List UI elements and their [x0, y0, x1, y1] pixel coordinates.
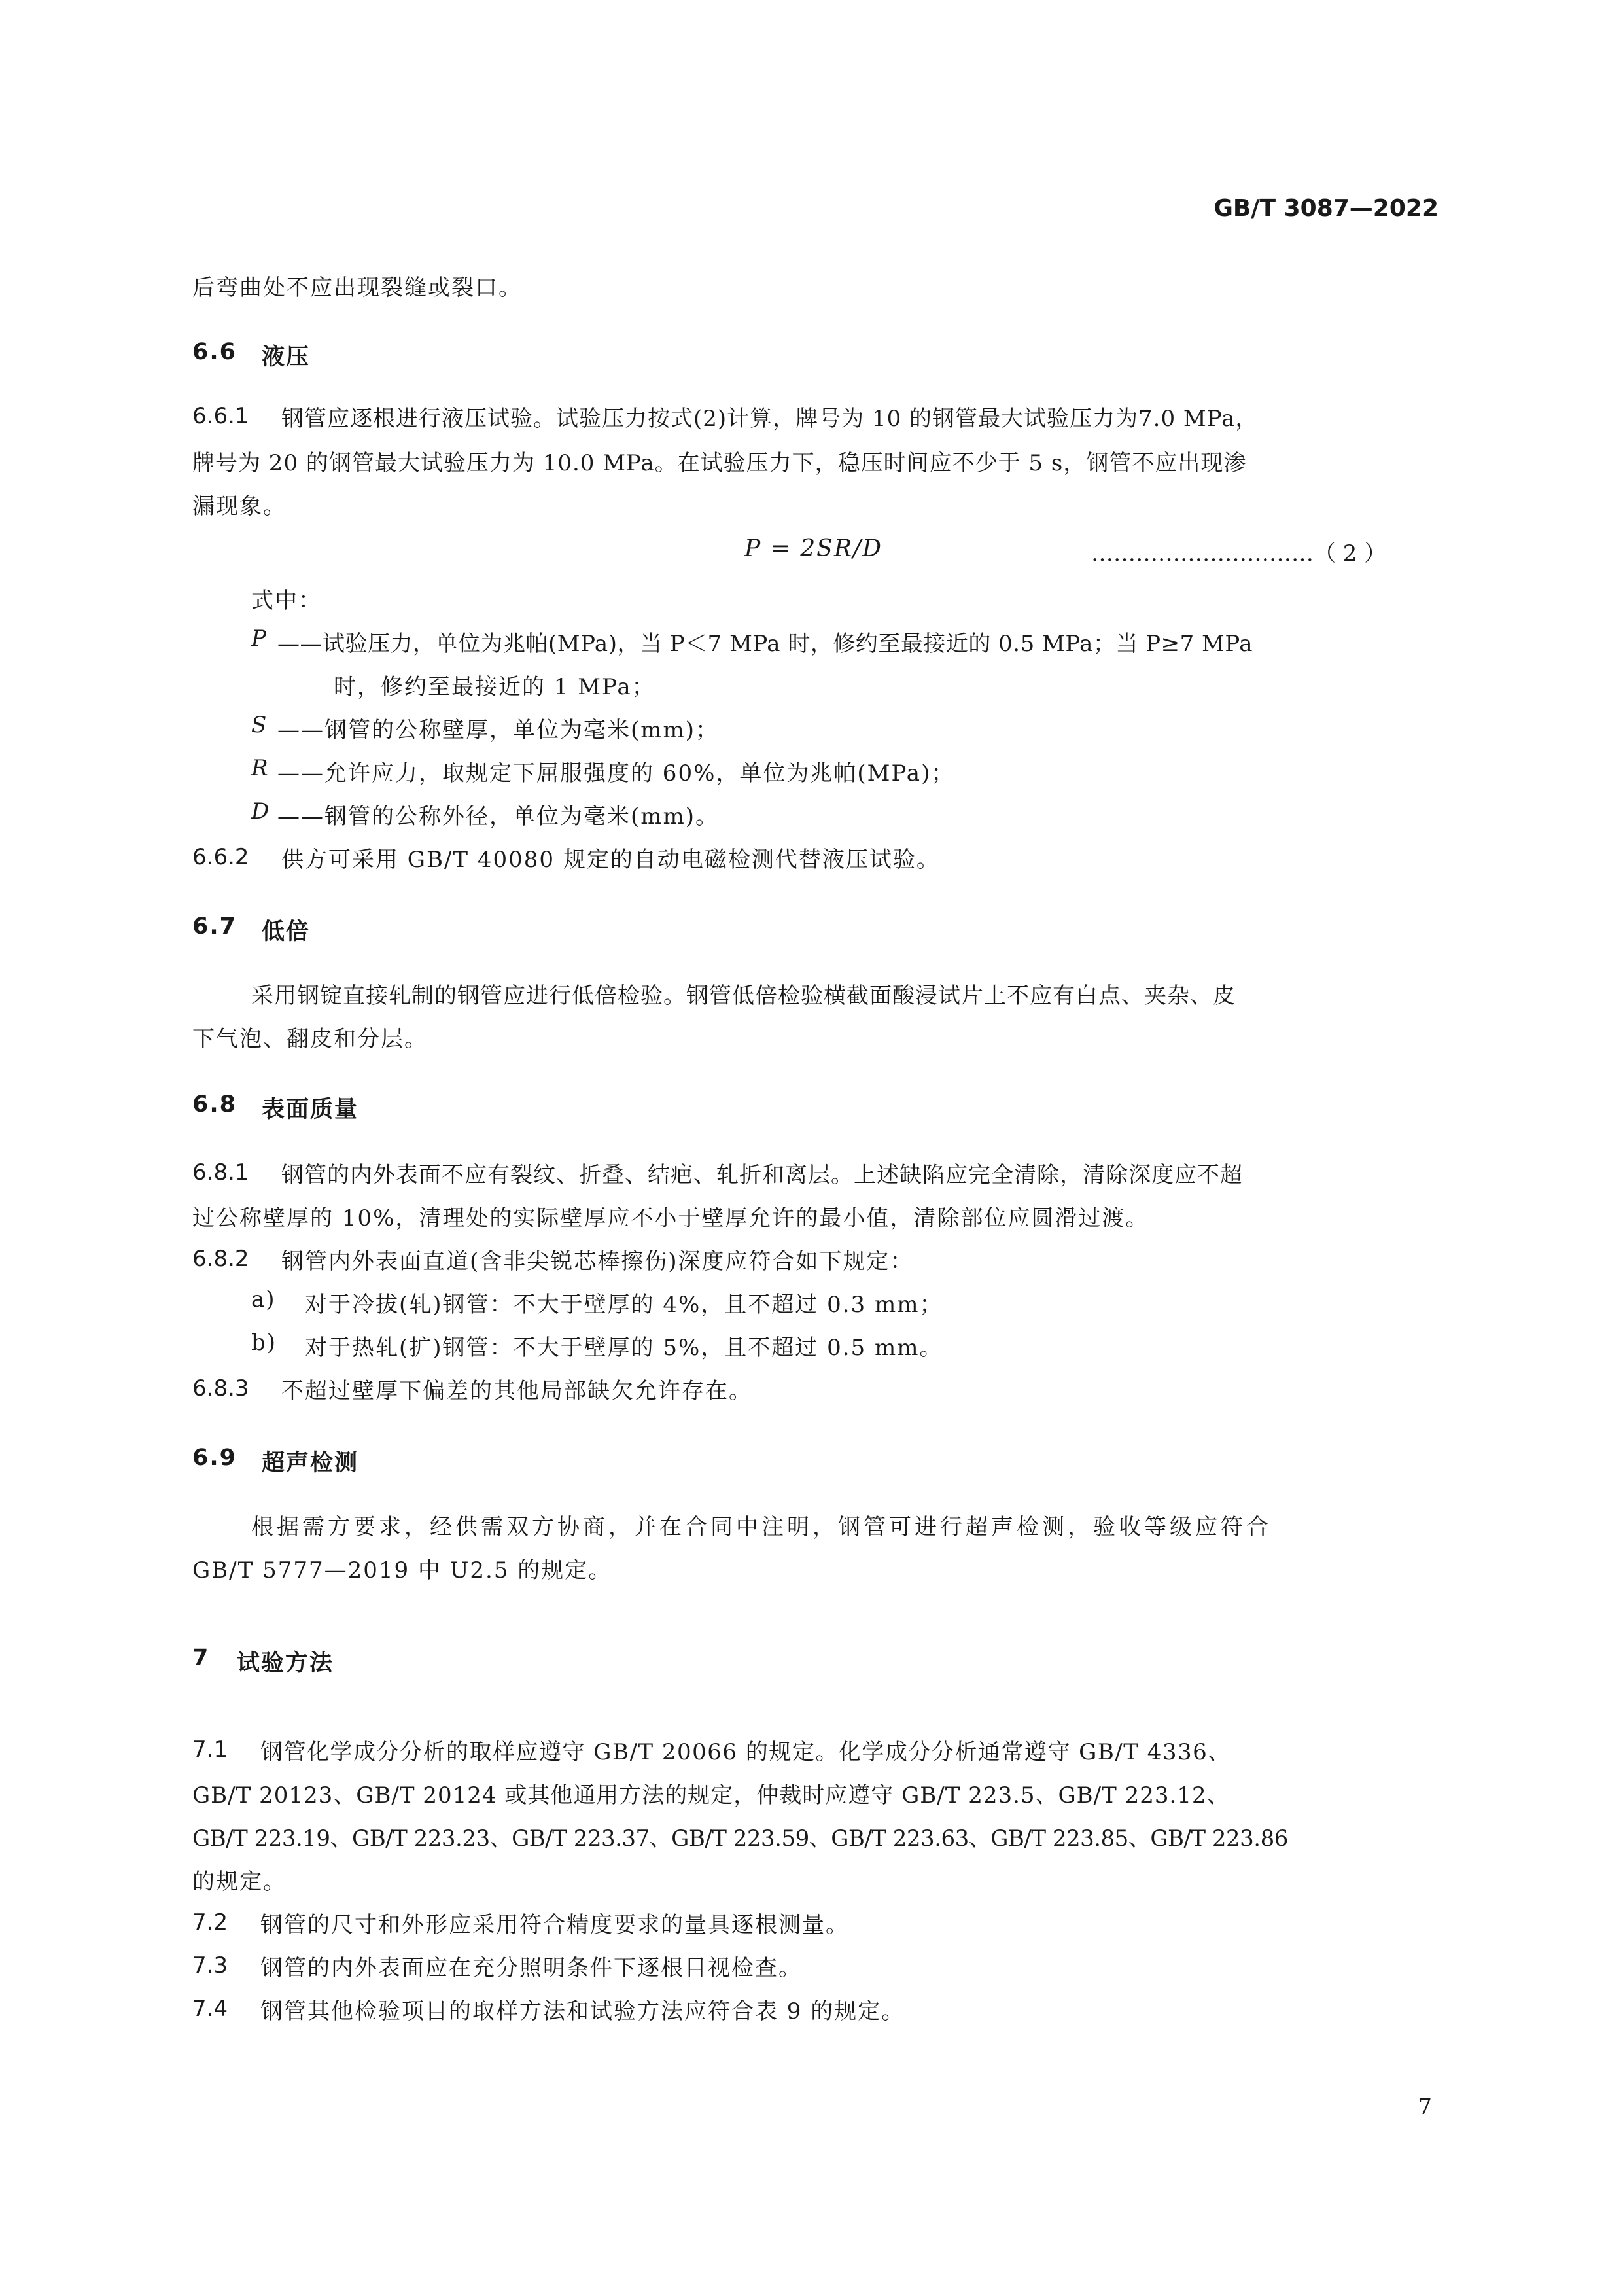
paragraph-line: 过公称壁厚的 10%，清理处的实际壁厚应不小于壁厚允许的最小值，清除部位应圆滑过渡。 [192, 1205, 1149, 1231]
list-marker: a) [251, 1286, 276, 1313]
symbol-d: D [251, 798, 271, 824]
standard-code-header: GB/T 3087—2022 [1213, 195, 1439, 222]
paragraph-line: 根据需方要求，经供需双方协商，并在合同中注明，钢管可进行超声检测，验收等级应符合 [251, 1514, 1272, 1540]
page-number: 7 [1418, 2094, 1433, 2120]
section-number: 6.9 [192, 1445, 237, 1471]
clause-number: 7.2 [192, 1909, 228, 1935]
paragraph-line: 供方可采用 GB/T 40080 规定的自动电磁检测代替液压试验。 [281, 847, 940, 873]
paragraph-line: 钢管的尺寸和外形应采用符合精度要求的量具逐根测量。 [260, 1912, 849, 1938]
section-title: 超声检测 [262, 1450, 359, 1476]
paragraph-line: 钢管的内外表面不应有裂纹、折叠、结疤、轧折和离层。上述缺陷应完全清除，清除深度应不超 [281, 1162, 1243, 1188]
section-number: 6.7 [192, 913, 237, 940]
paragraph-line: 漏现象。 [192, 493, 287, 520]
paragraph-line: 采用钢锭直接轧制的钢管应进行低倍检验。钢管低倍检验横截面酸浸试片上不应有白点、夹杂、皮 [251, 983, 1236, 1009]
paragraph-line: 钢管应逐根进行液压试验。试验压力按式(2)计算，牌号为 10 的钢管最大试验压力为7.0 MPa， [281, 406, 1259, 432]
clause-number: 7.3 [192, 1952, 228, 1979]
clause-number: 6.6.2 [192, 844, 249, 870]
where-label: 式中： [251, 588, 322, 614]
clause-number: 6.8.3 [192, 1375, 249, 1402]
section-title: 表面质量 [262, 1097, 359, 1123]
chapter-title: 试验方法 [237, 1650, 334, 1676]
definition-p: ——试验压力，单位为兆帕(MPa)，当 P＜7 MPa 时，修约至最接近的 0.5 MPa；当 P≥7 MPa [277, 631, 1253, 657]
paragraph-line: GB/T 20123、GB/T 20124 或其他通用方法的规定，仲裁时应遵守 GB/T 223.5、GB/T 223.12、 [192, 1782, 1230, 1809]
definition-d: ——钢管的公称外径，单位为毫米(mm)。 [277, 804, 720, 830]
symbol-r: R [251, 755, 270, 781]
clause-number: 6.8.1 [192, 1159, 249, 1186]
list-item: 对于热轧(扩)钢管：不大于壁厚的 5%，且不超过 0.5 mm。 [305, 1335, 943, 1361]
clause-number: 7.1 [192, 1737, 228, 1763]
paragraph-line: 不超过壁厚下偏差的其他局部缺欠允许存在。 [281, 1378, 752, 1404]
clause-number: 6.6.1 [192, 403, 249, 429]
clause-number: 6.8.2 [192, 1246, 249, 1272]
paragraph-line: GB/T 5777—2019 中 U2.5 的规定。 [192, 1557, 612, 1583]
paragraph-line: 的规定。 [192, 1869, 287, 1895]
paragraph-line: 牌号为 20 的钢管最大试验压力为 10.0 MPa。在试验压力下，稳压时间应不少于 5 s，钢管不应出现渗 [192, 450, 1247, 476]
list-marker: b) [251, 1330, 277, 1356]
definition-r: ——允许应力，取规定下屈服强度的 60%，单位为兆帕(MPa)； [277, 760, 955, 786]
list-item: 对于冷拔(轧)钢管：不大于壁厚的 4%，且不超过 0.3 mm； [305, 1292, 943, 1318]
paragraph-line: 下气泡、翻皮和分层。 [192, 1026, 428, 1052]
formula-number: …………………………（ 2 ） [1091, 540, 1387, 567]
paragraph-line: 后弯曲处不应出现裂缝或裂口。 [192, 275, 522, 301]
paragraph-line: 钢管其他检验项目的取样方法和试验方法应符合表 9 的规定。 [260, 1998, 905, 2024]
definition-s: ——钢管的公称壁厚，单位为毫米(mm)； [277, 717, 720, 743]
symbol-p: P [251, 626, 268, 652]
paragraph-line: GB/T 223.19、GB/T 223.23、GB/T 223.37、GB/T 223.59、GB/T 223.63、GB/T 223.85、GB/T 223.86 [192, 1826, 1288, 1852]
paragraph-line: 钢管内外表面直道(含非尖锐芯棒擦伤)深度应符合如下规定： [281, 1248, 914, 1275]
section-title: 低倍 [262, 919, 311, 945]
paragraph-line: 钢管化学成分分析的取样应遵守 GB/T 20066 的规定。化学成分分析通常遵守 GB/T 4336、 [260, 1739, 1231, 1765]
definition-p-continued: 时，修约至最接近的 1 MPa； [334, 674, 655, 700]
clause-number: 7.4 [192, 1996, 228, 2022]
chapter-number: 7 [192, 1645, 210, 1671]
symbol-s: S [251, 712, 268, 738]
section-number: 6.6 [192, 339, 237, 365]
section-number: 6.8 [192, 1091, 237, 1118]
paragraph-line: 钢管的内外表面应在充分照明条件下逐根目视检查。 [260, 1955, 802, 1981]
section-title: 液压 [262, 344, 311, 370]
formula: P = 2SR/D [744, 535, 882, 562]
